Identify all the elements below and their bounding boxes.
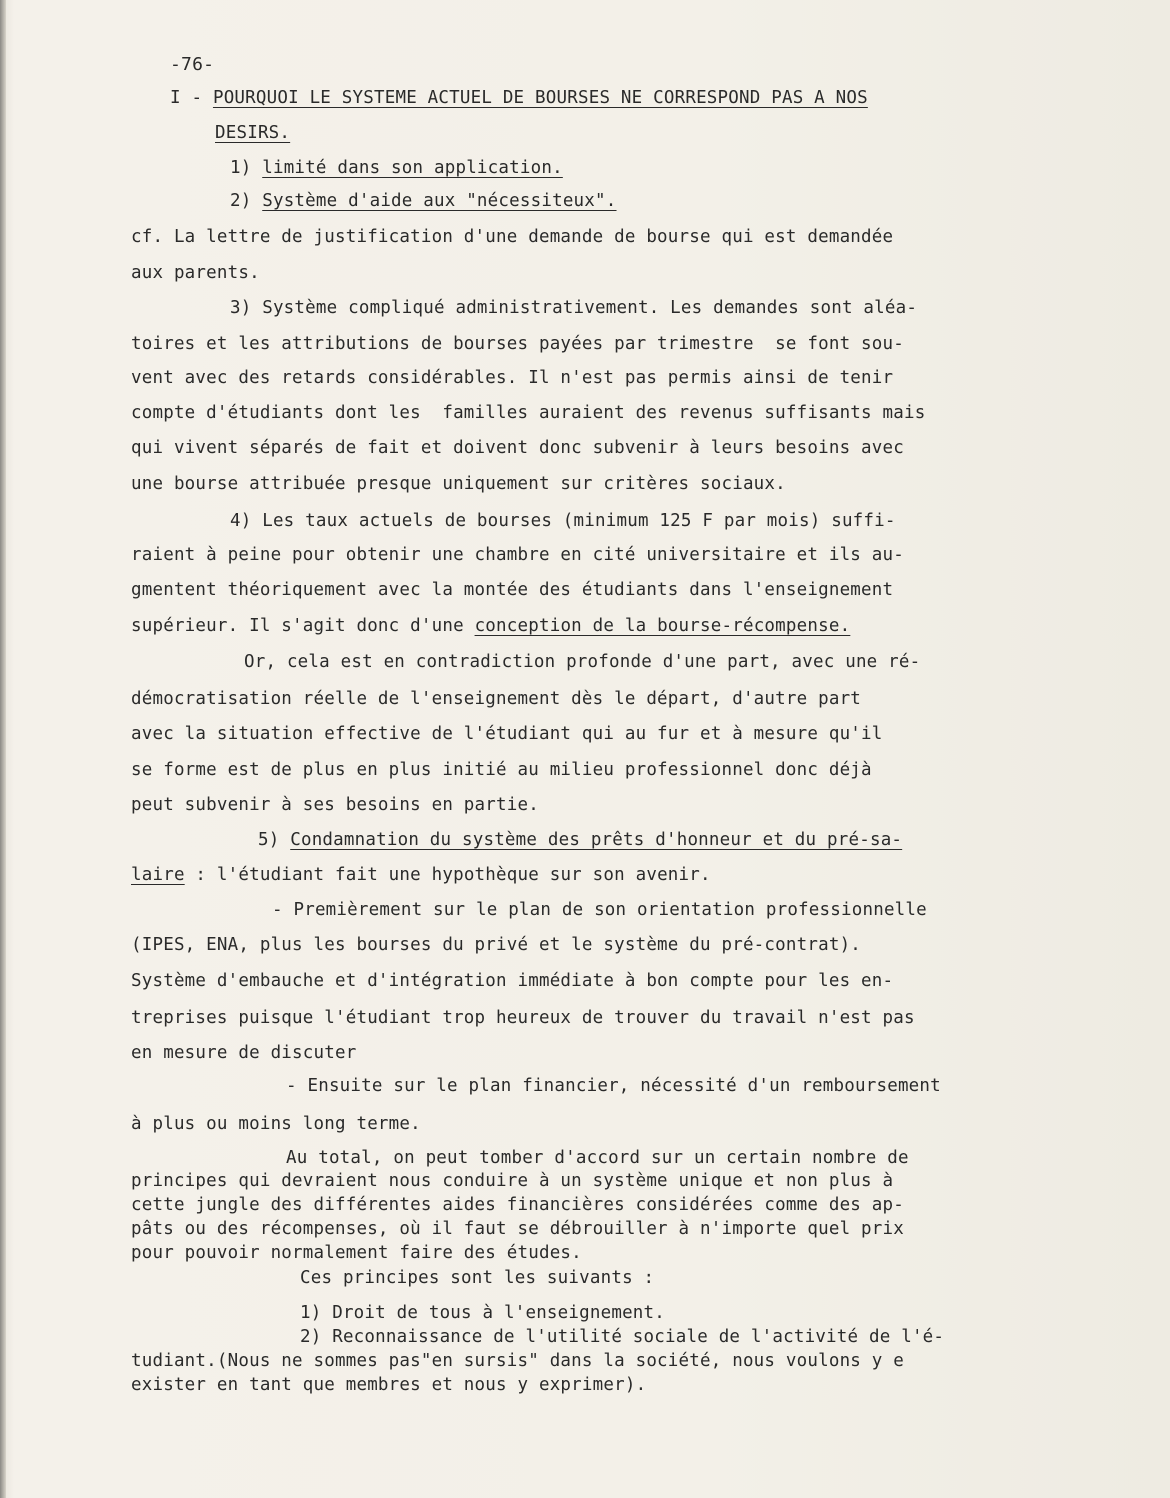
text-line: pour pouvoir normalement faire des études. [131,1243,582,1263]
text-line: 1) limité dans son application. [230,158,563,178]
text-line: en mesure de discuter [131,1043,357,1063]
heading-numeral: I - [170,88,213,108]
text-line: pâts ou des récompenses, où il faut se débrouiller à n'importe quel prix [131,1219,904,1239]
text-line: cette jungle des différentes aides financières considérées comme des ap- [131,1195,904,1215]
heading-title-line1: POURQUOI LE SYSTEME ACTUEL DE BOURSES NE CORRESPOND PAS A NOS [212,88,868,108]
text-line: vent avec des retards considérables. Il n'est pas permis ainsi de tenir [131,368,894,388]
text-line: - Premièrement sur le plan de son orientation professionnelle [272,900,927,920]
text-line: 4) Les taux actuels de bourses (minimum 125 F par mois) suffi- [230,511,896,531]
text-line: Ces principes sont les suivants : [300,1268,655,1288]
text-line: qui vivent séparés de fait et doivent donc subvenir à leurs besoins avec [131,438,904,458]
text-line: - Ensuite sur le plan financier, nécessité d'un remboursement [286,1076,941,1096]
text-line: 2) Reconnaissance de l'utilité sociale de l'activité de l'é- [300,1327,945,1347]
text-line: laire : l'étudiant fait une hypothèque sur son avenir. [131,865,711,885]
page-number: -76- [170,54,215,75]
text-line: tudiant.(Nous ne sommes pas"en sursis" dans la société, nous voulons y e [131,1351,904,1371]
text-line: compte d'étudiants dont les familles auraient des revenus suffisants mais [131,403,926,423]
text-line: Système d'embauche et d'intégration immédiate à bon compte pour les en- [131,971,894,991]
text-line: aux parents. [131,263,260,283]
text-line: se forme est de plus en plus initié au milieu professionnel donc déjà [131,760,872,780]
text-line: 2) Système d'aide aux "nécessiteux". [230,191,617,211]
text-line: avec la situation effective de l'étudiant qui au fur et à mesure qu'il [131,724,883,744]
text-line: gmentent théoriquement avec la montée des étudiants dans l'enseignement [131,580,894,600]
heading-title-line2: DESIRS. [215,123,291,143]
text-line: supérieur. Il s'agit donc d'une conception de la bourse-récompense. [131,616,851,636]
text-line: 1) Droit de tous à l'enseignement. [300,1303,666,1323]
text-line: treprises puisque l'étudiant trop heureux de trouver du travail n'est pas [131,1008,915,1028]
text-line: principes qui devraient nous conduire à un système unique et non plus à [131,1171,894,1191]
text-line: à plus ou moins long terme. [131,1114,421,1134]
text-line: exister en tant que membres et nous y exprimer). [131,1375,647,1395]
text-line: (IPES, ENA, plus les bourses du privé et le système du pré-contrat). [131,935,862,955]
text-line: raient à peine pour obtenir une chambre en cité universitaire et ils au- [131,545,904,565]
text-line: démocratisation réelle de l'enseignement dès le départ, d'autre part [131,689,862,709]
text-line: Au total, on peut tomber d'accord sur un certain nombre de [286,1148,909,1168]
text-line: une bourse attribuée presque uniquement sur critères sociaux. [131,474,786,494]
text-line: cf. La lettre de justification d'une demande de bourse qui est demandée [131,227,894,247]
text-line: Or, cela est en contradiction profonde d'une part, avec une ré- [244,652,921,672]
text-line: 3) Système compliqué administrativement. Les demandes sont aléa- [230,298,918,318]
text-line: toires et les attributions de bourses payées par trimestre se font sou- [131,334,904,354]
text-line: 5) Condamnation du système des prêts d'honneur et du pré-sa- [258,830,903,850]
page-edge [0,0,6,1498]
text-line: peut subvenir à ses besoins en partie. [131,795,539,815]
section-heading [170,90,868,108]
